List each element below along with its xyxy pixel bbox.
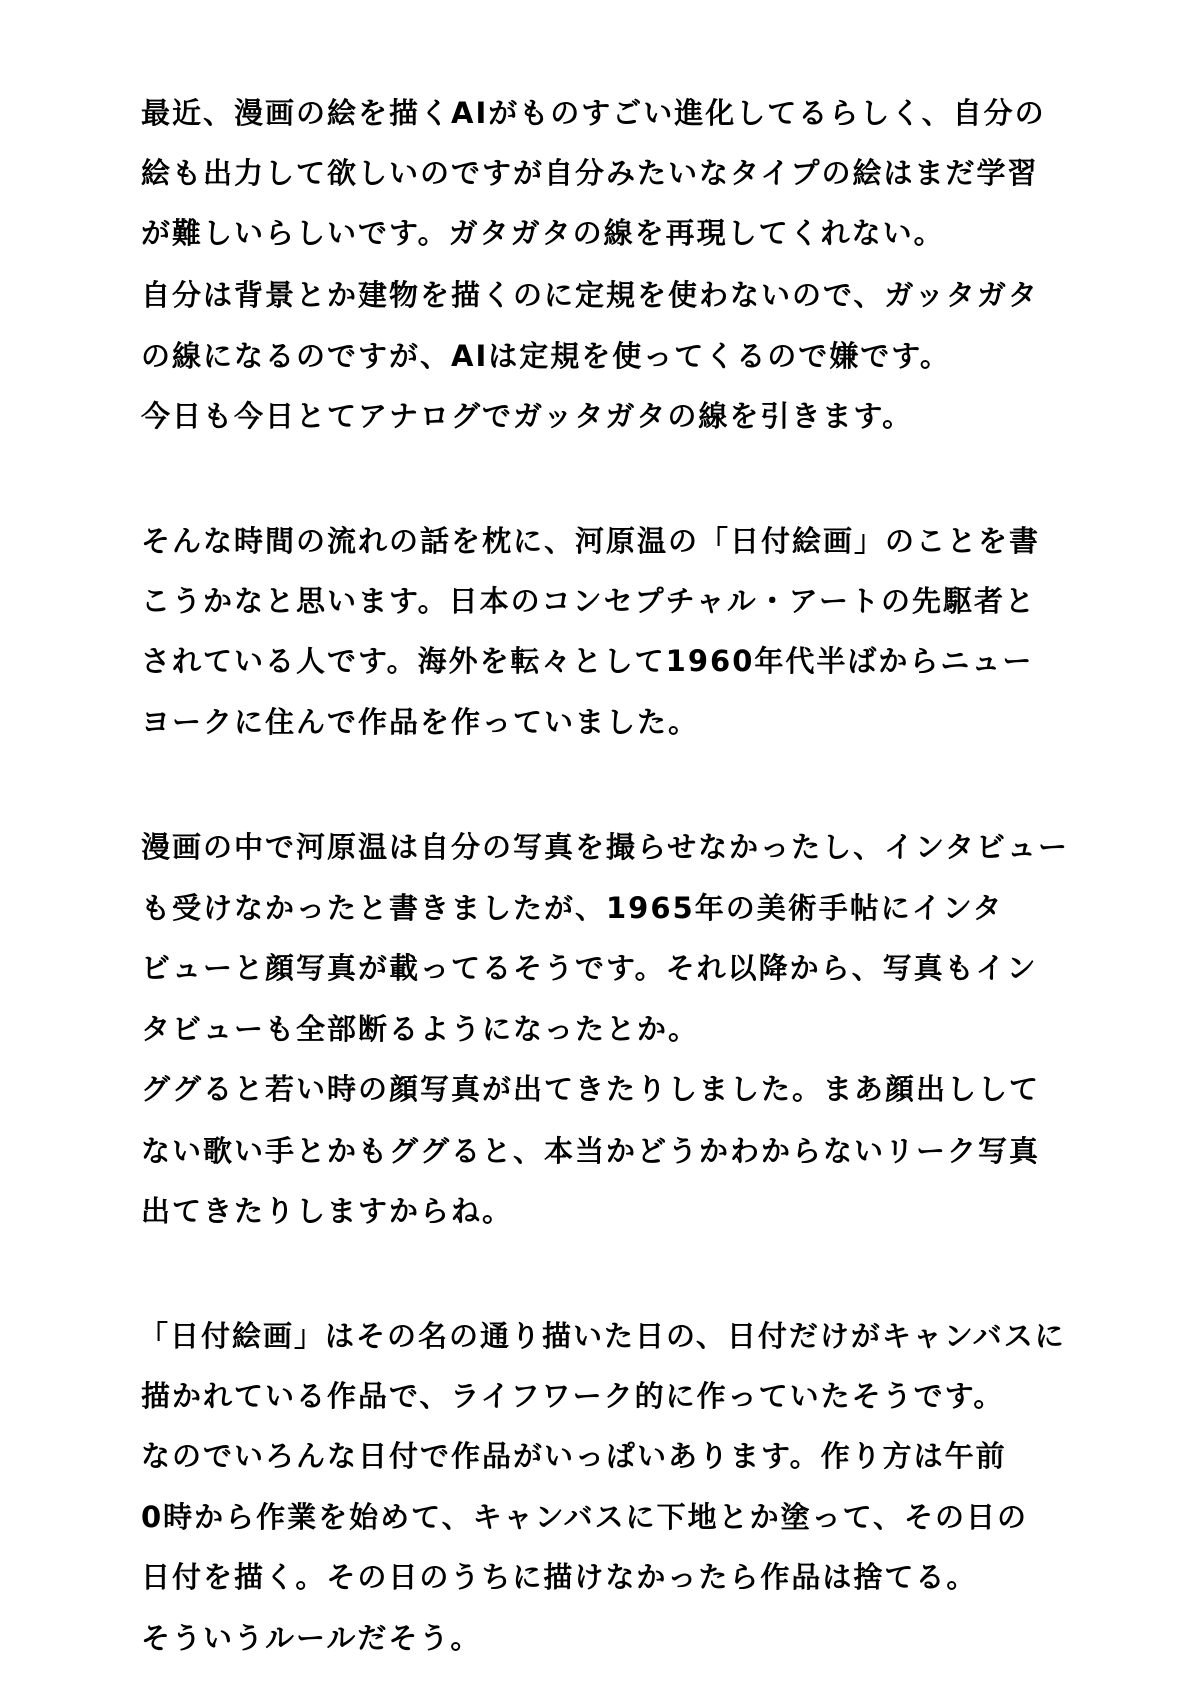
paragraph-line: も受けなかったと書きましたが、1965年の美術手帖にインタ (141, 891, 1004, 925)
paragraph-line: されている人です。海外を転々として1960年代半ばからニュー (141, 644, 1034, 678)
paragraph-line: 0時から作業を始めて、キャンバスに下地とか塗って、その日の (141, 1500, 1028, 1534)
paragraph-line: タビューも全部断るようになったとか。 (141, 1012, 700, 1046)
paragraph-line: こうかなと思います。日本のコンセプチャル・アートの先駆者と (141, 584, 1036, 618)
paragraph-line: 出てきたりしますからね。 (141, 1194, 514, 1228)
paragraph-line: そういうルールだそう。 (141, 1621, 482, 1655)
paragraph-line: ビューと顔写真が載ってるそうです。それ以降から、写真もイン (141, 951, 1038, 985)
paragraph-line: の線になるのですが、AIは定規を使ってくるので嫌です。 (141, 339, 951, 373)
paragraph-line: 日付を描く。その日のうちに描けなかったら作品は捨てる。 (141, 1560, 978, 1594)
paragraph-line: 自分は背景とか建物を描くのに定規を使わないので、ガッタガタ (141, 278, 1039, 312)
paragraph-line: そんな時間の流れの話を枕に、河原温の「日付絵画」のことを書 (141, 524, 1041, 558)
paragraph-line: 「日付絵画」はその名の通り描いた日の、日付だけがキャンバスに (139, 1319, 1066, 1353)
paragraph-line: 最近、漫画の絵を描くAIがものすごい進化してるらしく、自分の (141, 96, 1046, 130)
paragraph-line: 漫画の中で河原温は自分の写真を撮らせなかったし、インタビュー (141, 830, 1069, 864)
paragraph-line: ヨークに住んで作品を作っていました。 (141, 705, 700, 739)
paragraph-line: 描かれている作品で、ライフワーク的に作っていたそうです。 (141, 1379, 1005, 1413)
paragraph-line: ない歌い手とかもググると、本当かどうかわからないリーク写真 (141, 1134, 1041, 1168)
paragraph-line: なのでいろんな日付で作品がいっぱいあります。作り方は午前 (141, 1439, 1007, 1473)
paragraph-line: 今日も今日とてアナログでガッタガタの線を引きます。 (141, 399, 914, 433)
paragraph-line: ググると若い時の顔写真が出てきたりしました。まあ顔出しして (141, 1072, 1041, 1106)
paragraph-line: が難しいらしいです。ガタガタの線を再現してくれない。 (141, 216, 945, 250)
paragraph-line: 絵も出力して欲しいのですが自分みたいなタイプの絵はまだ学習 (141, 156, 1039, 190)
